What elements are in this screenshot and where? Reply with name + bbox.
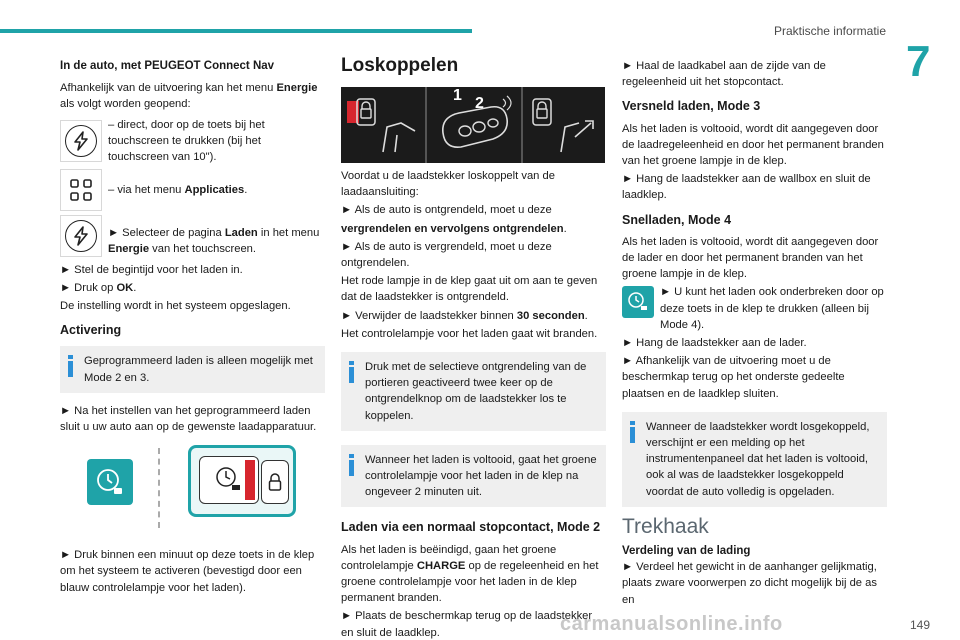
intro-text: Afhankelijk van de uitvoering kan het menu Energie als volgt worden geopend: [60,82,318,111]
paragraph-wallbox: ► Hang de laadstekker aan de wallbox en sluit de laadklep. [622,173,871,202]
icon-row-direct [60,117,325,166]
charge-timer-icon [87,459,133,505]
step-number-1: 1 [453,87,462,104]
column-3 [622,58,887,610]
section-title: Praktische informatie [773,24,886,38]
info-box: Wanneer het laden is voltooid, gaat het groene controlelampje voor het laden in de klep na ongeveer 2 minuten uit. [341,445,606,508]
row-direct-text: – direct, door op de toets bij het touchscreen te drukken (bij het touchscreen van 10"). [108,118,265,164]
step-ok: ► Druk op OK. [60,281,137,294]
paragraph-cap: ► Plaats de beschermkap terug op de laadstekker en sluit de laadklep. [341,610,593,639]
paragraph-mode-2: Als het laden is beëindigd, gaan het groene controlelampje CHARGE op de regeleenheid en het groene controlelampje voor het laden in de klep permanent branden. [341,543,599,605]
heading-connect-nav: In de auto, met PEUGEOT Connect Nav [60,60,275,72]
chapter-number: 7 [906,37,931,86]
heading-mode-2: Laden via een normaal stopcontact, Mode 2 [341,520,601,535]
icon-row-apps [60,169,325,211]
bullet-unlocked-bold: vergrendelen en vervolgens ontgrendelen. [341,222,567,235]
paragraph-hang: ► Hang de laadstekker aan de lader. [622,337,807,350]
row-energy-text: ► Selecteer de pagina Laden in het menu Energie van het touchscreen. [108,227,320,256]
step-saved: De instelling wordt in het systeem opgeslagen. [60,300,291,313]
paragraph-mode-3: Als het laden is voltooid, wordt dit aangegeven door de laadregeleenheid en door het permanent branden van het groene lampje in de klep. [622,122,884,168]
column-2 [341,55,606,84]
step-start-time: ► Stel de begintijd voor het laden in. [60,263,243,276]
info-box: Wanneer de laadstekker wordt losgekoppeld, verschijnt er een melding op het instrumentenpaneel dat het laden is voltooid, ook al was de laadstekker losgekoppeld voordat de auto volledig is opgeladen. [622,412,887,507]
heading-verdeling: Verdeling van de lading [622,545,751,558]
bullet-locked: ► Als de auto is vergrendeld, moet u deze ontgrendelen. [341,240,552,270]
paragraph-activate: ► Druk binnen een minuut op deze toets in de klep om het systeem te activeren (bevestigd door een blauw controlelampje voor het laden). [60,549,315,594]
heading-trekhaak: Trekhaak [622,514,709,538]
info-icon [349,361,356,383]
energy-icon [60,215,102,257]
step-number-2: 2 [475,95,484,112]
charge-flap-panel [188,445,296,517]
paragraph-connect: ► Na het instellen van het geprogrammeerd laden sluit u uw auto aan op de gewenste laadapparatuur. [60,404,317,434]
icon-row-energy [60,215,325,257]
paragraph-cap-close: ► Afhankelijk van de uitvoering moet u de beschermkap terug op het onderste gedeelte plaatsen en de laadklep sluiten. [622,355,845,400]
energy-icon [60,120,102,162]
paragraph-interrupt: ► U kunt het laden ook onderbreken door op deze toets in de klep te drukken (alleen bij Mode 4). [660,286,884,331]
applications-grid-icon [60,169,102,211]
info-icon [349,454,356,476]
info-box: Geprogrammeerd laden is alleen mogelijk met Mode 2 en 3. [60,346,325,392]
paragraph-verdeling: ► Verdeel het gewicht in de aanhanger gelijkmatig, plaats zware voorwerpen zo dicht mogelijk bij de as en [622,561,877,606]
info-icon [68,355,75,377]
charge-button-illustration [60,443,325,541]
paragraph-unplug: ► Haal de laadkabel aan de zijde van de regeleenheid uit het stopcontact. [622,60,826,89]
header-accent-bar [0,29,472,33]
info-box: Druk met de selectieve ontgrendeling van de portieren geactiveerd twee keer op de ontgrendelknop om de laadstekker los te koppelen. [341,352,606,431]
column-2-body [341,168,606,640]
page-number: 149 [909,618,930,632]
info-icon [630,421,637,443]
interrupt-row [622,284,887,333]
paragraph-mode-4: Als het laden is voltooid, wordt dit aangegeven door de lader en door het permanent branden van het groene lampje in de klep. [622,235,879,281]
column-1 [60,58,325,598]
lock-icon [261,460,289,504]
plug-removal-icon [531,97,601,157]
heading-loskoppelen: Loskoppelen [341,55,459,76]
paragraph-before: Voordat u de laadstekker loskoppelt van de laadaansluiting: [341,170,555,199]
row-apps-text: – via het menu Applicaties. [108,184,248,197]
divider [158,448,160,528]
lock-flap-icon [355,97,421,157]
bullet-remove: ► Verwijder de laadstekker binnen 30 seconden. [341,309,588,322]
heading-mode-3: Versneld laden, Mode 3 [622,99,761,114]
bullet-unlocked: ► Als de auto is ontgrendeld, moet u deze [341,204,552,217]
watermark: carmanualsonline.info [560,613,783,635]
heading-mode-4: Snelladen, Mode 4 [622,212,732,227]
paragraph-white-lamp: Het controlelampje voor het laden gaat wit branden. [341,327,598,340]
heading-activering: Activering [60,323,122,338]
unlock-illustration [341,87,605,163]
red-lamp [245,460,255,500]
charge-timer-icon [622,286,654,318]
paragraph-red-lamp: Het rode lampje in de klep gaat uit om aan te geven dat de laadstekker is ontgrendeld. [341,275,598,304]
